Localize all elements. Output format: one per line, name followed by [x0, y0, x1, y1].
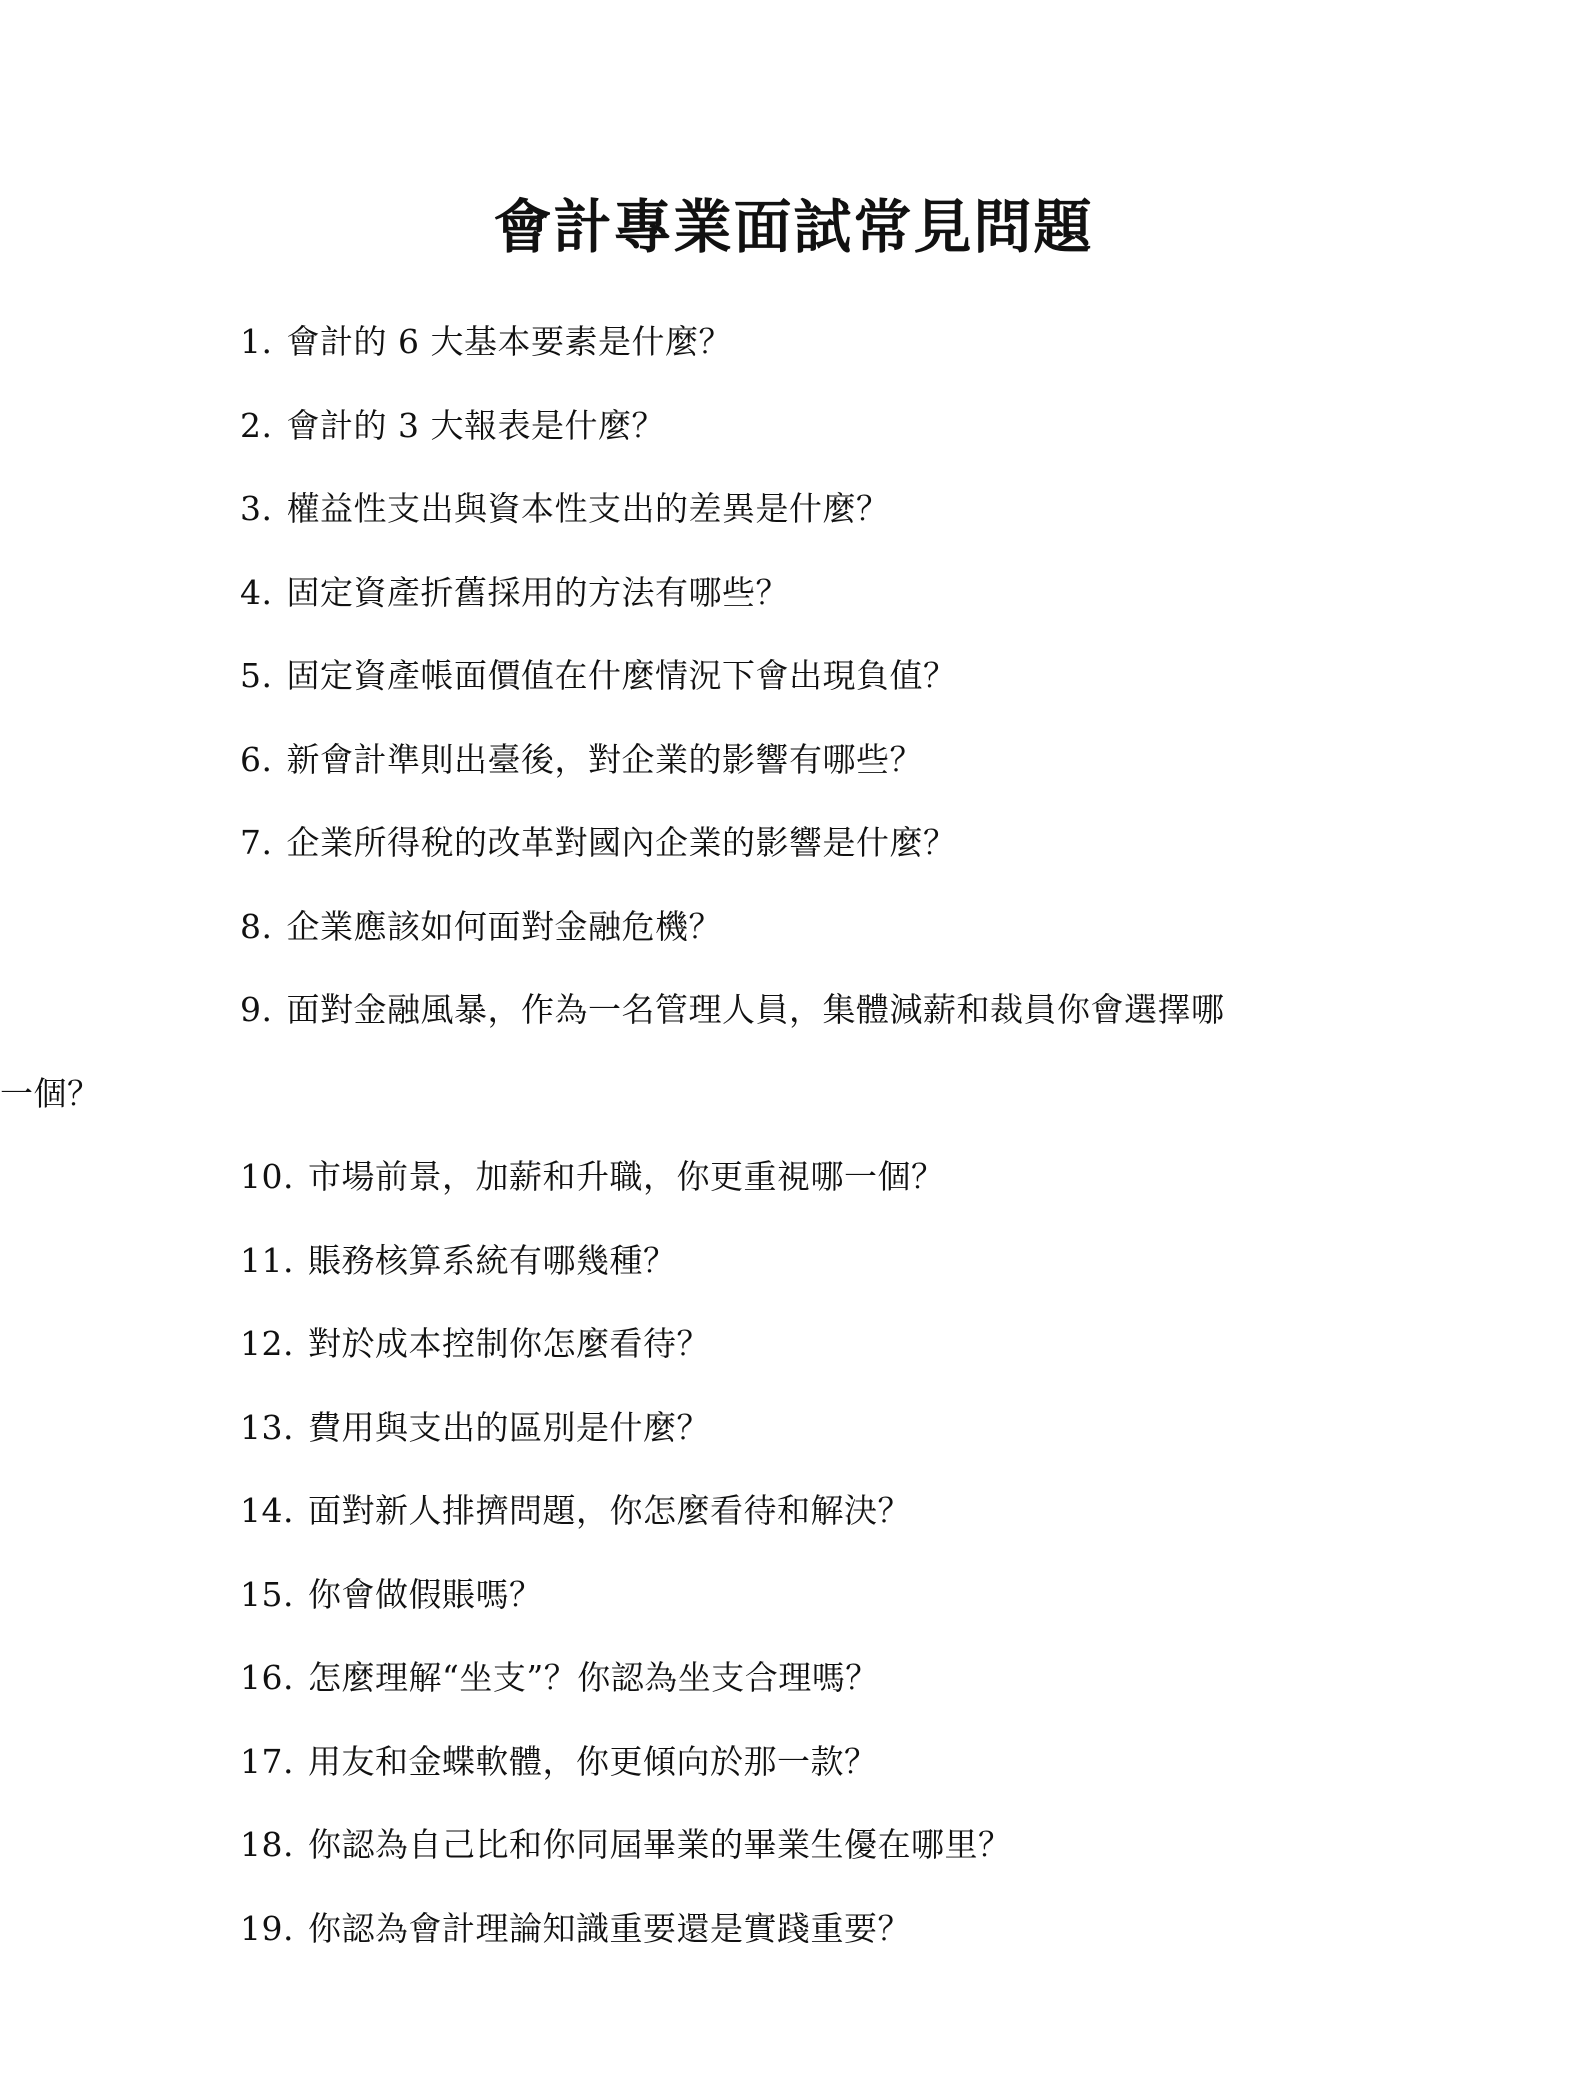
question-item [240, 885, 1360, 969]
question-item [240, 1803, 1360, 1887]
question-number: 8. [240, 906, 273, 946]
question-text: 費用與支出的區別是什麼？ [307, 1407, 710, 1447]
question-item [240, 1135, 1360, 1219]
question-item [240, 1386, 1360, 1470]
question-number: 12. [240, 1324, 294, 1363]
question-number: 19. [240, 1908, 294, 1948]
question-text: 企業應該如何面對金融危機？ [286, 906, 722, 946]
question-continuation [0, 1052, 1360, 1136]
question-text: 企業所得稅的改革對國內企業的影響是什麼？ [286, 823, 957, 862]
question-text: 怎麼理解“坐支”？你認為坐支合理嗎？ [307, 1658, 879, 1697]
question-item [240, 300, 1360, 384]
question-number: 7. [240, 823, 273, 862]
question-text: 你會做假賬嗎？ [307, 1574, 543, 1614]
question-text: 會計的 6 大基本要素是什麼？ [286, 322, 732, 361]
question-item [240, 968, 1360, 1052]
question-number: 6. [240, 739, 273, 779]
question-text: 面對新人排擠問題，你怎麼看待和解決？ [307, 1491, 911, 1530]
question-text: 賬務核算系統有哪幾種？ [307, 1240, 677, 1280]
question-text: 固定資產折舊採用的方法有哪些？ [286, 572, 789, 612]
question-text: 面對金融風暴，作為一名管理人員，集體減薪和裁員你會選擇哪 [286, 990, 1225, 1029]
question-text: 新會計準則出臺後，對企業的影響有哪些？ [286, 739, 923, 779]
question-item [240, 1887, 1360, 1971]
question-text: 固定資產帳面價值在什麼情況下會出現負值？ [286, 656, 957, 695]
question-item [240, 801, 1360, 885]
question-item [240, 551, 1360, 635]
question-text: 權益性支出與資本性支出的差異是什麼？ [286, 489, 890, 528]
question-text-continued: 一個？ [0, 1073, 101, 1113]
question-number: 14. [240, 1491, 294, 1530]
question-number: 5. [240, 656, 273, 695]
question-number: 15. [240, 1574, 294, 1614]
question-item [240, 1636, 1360, 1720]
question-number: 1. [240, 322, 273, 361]
question-number: 9. [240, 990, 273, 1029]
question-number: 17. [240, 1741, 294, 1781]
question-number: 4. [240, 572, 273, 612]
question-text: 市場前景，加薪和升職，你更重視哪一個？ [307, 1157, 945, 1196]
question-text: 對於成本控制你怎麼看待？ [307, 1324, 710, 1363]
question-item [240, 1720, 1360, 1804]
question-number: 2. [240, 405, 273, 445]
question-number: 18. [240, 1825, 294, 1864]
question-item [240, 1302, 1360, 1386]
question-number: 10. [240, 1157, 294, 1196]
question-item [240, 1469, 1360, 1553]
question-item [240, 634, 1360, 718]
document-title: 會計專業面試常見問題 [493, 192, 1094, 261]
question-item [240, 718, 1360, 802]
question-number: 13. [240, 1407, 294, 1447]
question-item [240, 467, 1360, 551]
question-number: 11. [240, 1240, 294, 1280]
question-text: 用友和金蝶軟體，你更傾向於那一款？ [307, 1741, 878, 1781]
question-number: 3. [240, 489, 273, 528]
question-number: 16. [240, 1658, 294, 1697]
question-text: 會計的 3 大報表是什麼？ [286, 405, 665, 445]
question-item [240, 384, 1360, 468]
question-list [0, 300, 1360, 1970]
question-item [240, 1219, 1360, 1303]
question-text: 你認為會計理論知識重要還是實踐重要？ [307, 1908, 911, 1948]
question-item [240, 1553, 1360, 1637]
question-text: 你認為自己比和你同屆畢業的畢業生優在哪里？ [307, 1825, 1012, 1864]
